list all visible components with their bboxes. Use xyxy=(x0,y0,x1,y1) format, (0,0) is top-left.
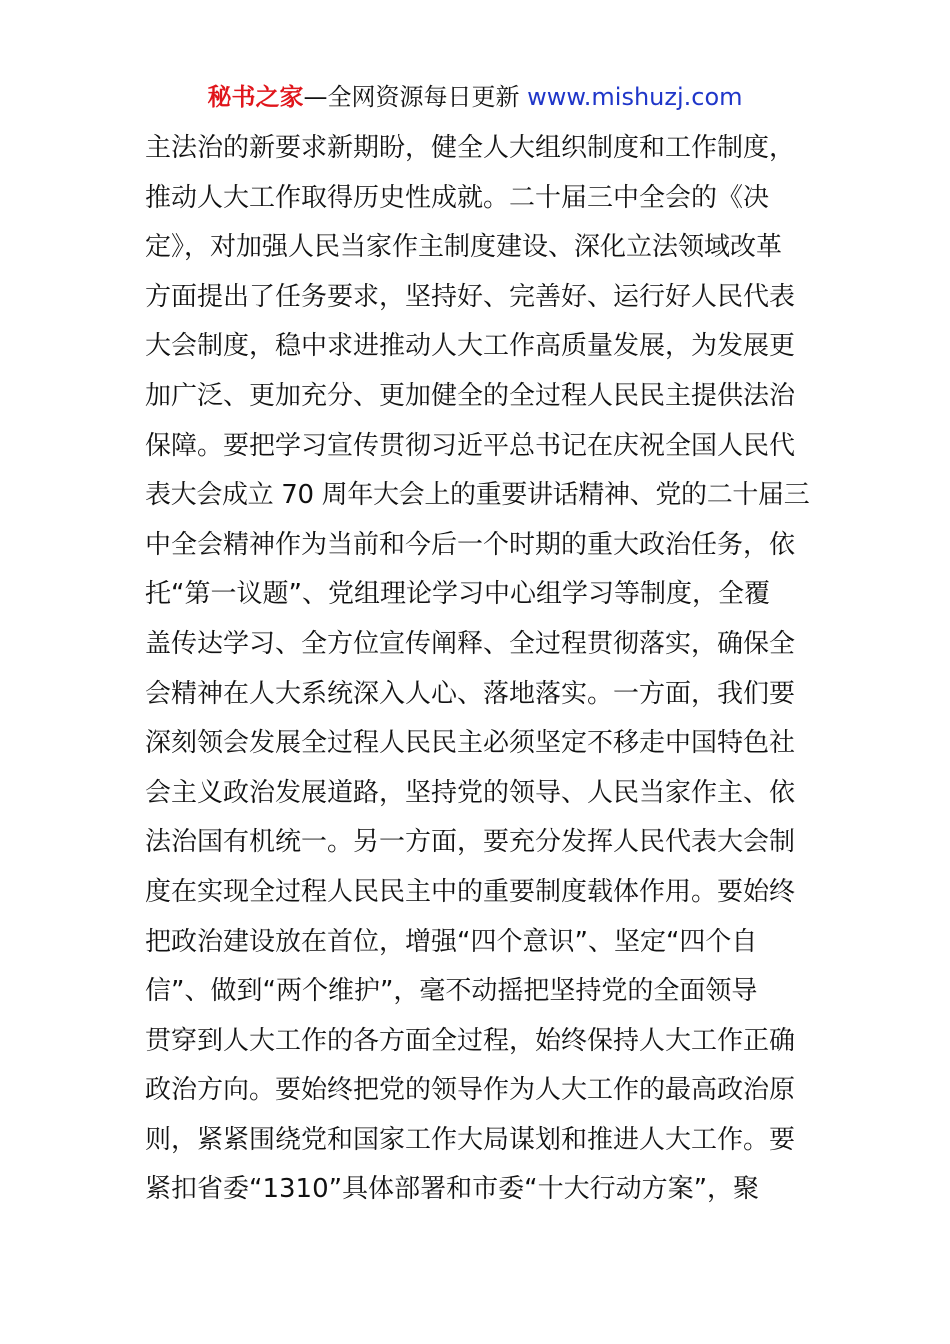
text-line: 深刻领会发展全过程人民民主必须坚定不移走中国特色社 xyxy=(145,728,796,759)
text-line: 保障。要把学习宣传贯彻习近平总书记在庆祝全国人民代 xyxy=(145,430,796,461)
text-line: 推动人大工作取得历史性成就。二十届三中全会的《决 xyxy=(145,182,770,213)
text-line: 度在实现全过程人民民主中的重要制度载体作用。要始终 xyxy=(145,876,796,907)
document-body xyxy=(145,124,810,1215)
brand-name: 秘书之家 xyxy=(207,83,304,111)
text-line: 信”、做到“两个维护”，毫不动摇把坚持党的全面领导 xyxy=(145,976,758,1007)
text-line: 加广泛、更加充分、更加健全的全过程人民民主提供法治 xyxy=(145,380,796,411)
text-line: 紧扣省委“1310”具体部署和市委“十大行动方案”，聚 xyxy=(145,1174,760,1205)
text-line: 大会制度，稳中求进推动人大工作高质量发展，为发展更 xyxy=(145,331,796,362)
text-line: 托“第一议题”、党组理论学习中心组学习等制度，全覆 xyxy=(145,579,770,610)
text-line: 定》，对加强人民当家作主制度建设、深化立法领域改革 xyxy=(145,232,783,263)
site-url-link[interactable]: www.mishuzj.com xyxy=(527,83,743,111)
text-line: 把政治建设放在首位，增强“四个意识”、坚定“四个自 xyxy=(145,926,758,957)
text-line: 方面提出了任务要求，坚持好、完善好、运行好人民代表 xyxy=(145,281,796,312)
text-line: 主法治的新要求新期盼，健全人大组织制度和工作制度， xyxy=(145,133,796,163)
text-line: 法治国有机统一。另一方面，要充分发挥人民代表大会制 xyxy=(145,827,796,858)
text-line: 会主义政治发展道路，坚持党的领导、人民当家作主、依 xyxy=(145,777,796,808)
site-header xyxy=(0,80,950,114)
text-line: 则，紧紧围绕党和国家工作大局谋划和推进人大工作。要 xyxy=(145,1124,796,1155)
text-line: 表大会成立 70 周年大会上的重要讲话精神、党的二十届三 xyxy=(145,480,810,511)
text-line: 政治方向。要始终把党的领导作为人大工作的最高政治原 xyxy=(145,1075,796,1106)
header-tagline: —全网资源每日更新 xyxy=(303,83,520,111)
text-line: 盖传达学习、全方位宣传阐释、全过程贯彻落实，确保全 xyxy=(145,628,796,659)
text-line: 中全会精神作为当前和今后一个时期的重大政治任务，依 xyxy=(145,529,796,560)
text-line: 会精神在人大系统深入人心、落地落实。一方面，我们要 xyxy=(145,678,796,709)
text-line: 贯穿到人大工作的各方面全过程，始终保持人大工作正确 xyxy=(145,1025,796,1056)
